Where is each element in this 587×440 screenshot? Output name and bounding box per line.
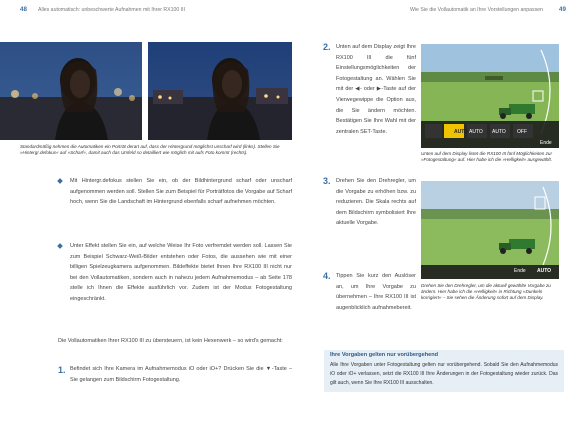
step-1-text: Befindet sich Ihre Kamera im Aufnahmemodus iO oder iO+? Drücken Sie die ▼-Taste – Sie gelangen zum Bildschirm Fotogestaltung. [70, 366, 292, 383]
portrait-photo-sharp-background [148, 42, 292, 140]
step-1-number: 1. [58, 365, 66, 375]
step-2-text: Unten auf dem Display zeigt Ihre RX100 III die fünf Einstellungsmöglichkeiten der Fotogestaltung an. Wählen Sie mit der ◀- oder ▶-Taste auf der Vierwegewippe die Option aus, die Sie ändern möchten. Bestätigen Sie Ihre Wahl mit der zentralen SET-Taste. [336, 44, 416, 135]
lcd1-effect-off: OFF [517, 129, 527, 135]
bullet-effect: Unter Effekt stellen Sie ein, auf welche Weise Ihr Foto verfremdet werden soll. Lassen Sie zum Beispiel Schwarz-Weiß-Bilder entstehen oder Fotos, die aussehen wie mit einer billigen Spielzeugkamera aufgenommen. Bildeffekte bietet Ihnen Ihre RX100 III nicht nur bei den Vollautomatiken, sondern auch in nahezu jedem Aufnahmemodus – ab Seite 178 stelle ich Ihnen die Effekte ausführlich vor. Zudem ist der Modus Fotogestaltung eingeschränkt. [70, 241, 292, 305]
left-page-number: 48 [20, 6, 27, 13]
lcd2-auto-label: AUTO [537, 268, 552, 274]
display-caption-2: Drehen Sie den Drehregler, um die aktuell gewählte Vorgabe zu ändern. Hier habe ich die »Helligkeit« in Richtung »Dunkeln korrigiert« – Sie sehen die Änderung sofort auf dem Display. [421, 283, 551, 301]
portrait-photo-blurred-background [0, 42, 142, 140]
step-3-text: Drehen Sie den Drehregler, um die Vorgabe zu erhöhen bzw. zu reduzieren. Die Skala rechts auf dem Bildschirm symbolisiert Ihre aktuelle Vorgabe. [336, 178, 416, 227]
info-box-text: Alle Ihre Vorgaben unter Fotogestaltung gelten nur vorübergehend. Sobald Sie den Aufnahmemodus iO oder iO+ verlassen, setzt die RX100 III Ihre Änderungen in der Fotogestaltung wieder zurück. Das gilt auch, wenn Sie Ihre RX100 III ausschalten. [330, 362, 558, 387]
step-4-text: Tippen Sie kurz den Auslöser an, um Ihre Vorgabe zu übernehmen – Ihre RX100 III ist augenblicklich aufnahmebereit. [336, 273, 416, 311]
step-3-number: 3. [323, 176, 331, 186]
step-2-number: 2. [323, 42, 331, 52]
intro-paragraph: Die Vollautomatiken Ihrer RX100 III zu übersteuern, ist kein Hexenwerk – so wird's gemacht: [58, 338, 283, 344]
camera-display-photo-creativity [421, 44, 559, 148]
step-4-number: 4. [323, 271, 331, 281]
right-running-title: Wie Sie die Vollautomatik an Ihre Vorstellungen anpassen [410, 7, 543, 13]
photo-caption: Standardmäßig nehmen die Automatiken ein Porträt derart auf, dass der Hintergrund möglichst unscharf wird (links). Stellen Sie »Hintergr.defokus« auf »Scharf«, damit auch das Umfeld so detailliert wie möglich mit aufs Foto kommt (rechts). [20, 144, 280, 156]
info-box-title: Ihre Vorgaben gelten nur vorübergehend [330, 352, 439, 358]
lcd1-vividness-auto: AUTO [492, 129, 506, 135]
right-page-number: 49 [559, 6, 566, 13]
camera-display-brightness-scale [421, 181, 559, 279]
lcd1-end-label: Ende [540, 140, 552, 146]
lcd1-brightness-auto: AUTO [454, 129, 469, 135]
left-running-title: Alles automatisch: unbeschwerte Aufnahmen mit Ihrer RX100 III [38, 7, 186, 13]
lcd2-end-label: Ende [514, 268, 526, 274]
display-caption-1: Unten auf dem Display listet die RX100 III fünf Möglichkeiten zur »Fotogestaltung« auf. Hier habe ich die »Helligkeit« ausgewählt. [421, 151, 553, 163]
lcd1-color-auto: AUTO [469, 129, 483, 135]
bullet-background-defocus: Mit Hintergr.defokus stellen Sie ein, ob der Bildhintergrund scharf oder unscharf aufgenommen werden soll. Stellen Sie zum Beispiel für Porträtfotos die Vorgabe auf Scharf hoch, wenn Sie die Landschaft im Hintergrund ebenfalls scharf aufnehmen möchten. [70, 176, 292, 208]
